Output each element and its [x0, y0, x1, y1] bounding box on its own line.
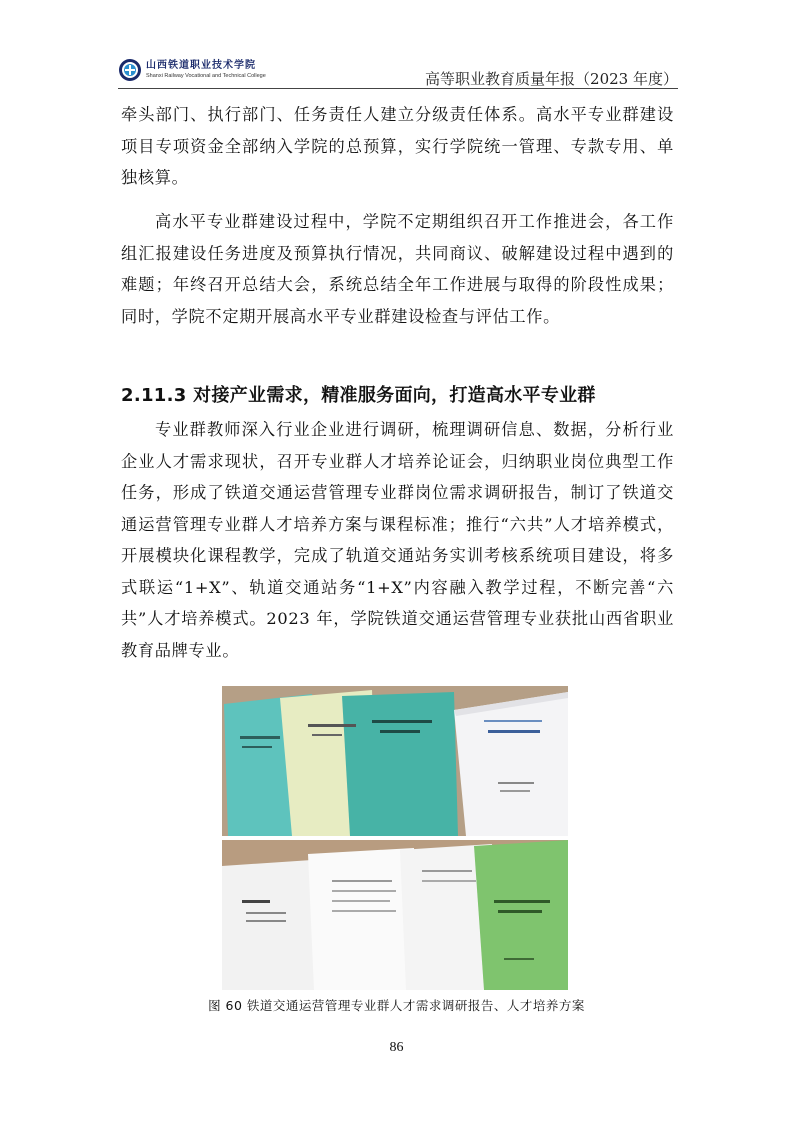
header-divider	[118, 88, 678, 89]
paragraph-progress-meetings: 高水平专业群建设过程中，学院不定期组织召开工作推进会，各工作组汇报建设任务进度及预算执行情况，共同商议、破解建设过程中遇到的难题；年终召开总结大会，系统总结全年工作进展与取得的阶段性成果；同时，学院不定期开展高水平专业群建设检查与评估工作。	[121, 212, 674, 326]
photo-documents-pages	[222, 840, 568, 990]
college-name-en: Shanxi Railway Vocational and Technical College	[146, 73, 266, 79]
page-header	[118, 58, 678, 94]
report-title: 高等职业教育质量年报（2023 年度）	[425, 70, 678, 88]
paragraph-industry-research: 专业群教师深入行业企业进行调研，梳理调研信息、数据，分析行业企业人才需求现状，召开专业群人才培养论证会，归纳职业岗位典型工作任务，形成了铁道交通运营管理专业群岗位需求调研报告，制订了铁道交通运营管理专业群人才培养方案与课程标准；推行“六共”人才培养模式，开展模块化课程教学，完成了轨道交通站务实训考核系统项目建设，将多式联运“1+X”、轨道交通站务“1+X”内容融入教学过程，不断完善“六共”人才培养模式。2023 年，学院铁道交通运营管理专业获批山西省职业教育品牌专业。	[121, 420, 674, 660]
paragraph-responsibility: 牵头部门、执行部门、任务责任人建立分级责任体系。高水平专业群建设项目专项资金全部纳入学院的总预算，实行学院统一管理、专款专用、单独核算。	[121, 105, 674, 187]
college-logo	[118, 58, 266, 82]
page-number: 86	[389, 1040, 404, 1055]
college-emblem-icon	[118, 58, 142, 82]
college-name-cn: 山西铁道职业技术学院	[146, 60, 256, 71]
documents-covers-illustration	[222, 686, 568, 836]
section-heading: 2.11.3 对接产业需求，精准服务面向，打造高水平专业群	[121, 385, 596, 406]
figure-caption: 图 60 铁道交通运营管理专业群人才需求调研报告、人才培养方案	[208, 998, 585, 1013]
documents-pages-illustration	[222, 840, 568, 990]
photo-documents-covers	[222, 686, 568, 836]
